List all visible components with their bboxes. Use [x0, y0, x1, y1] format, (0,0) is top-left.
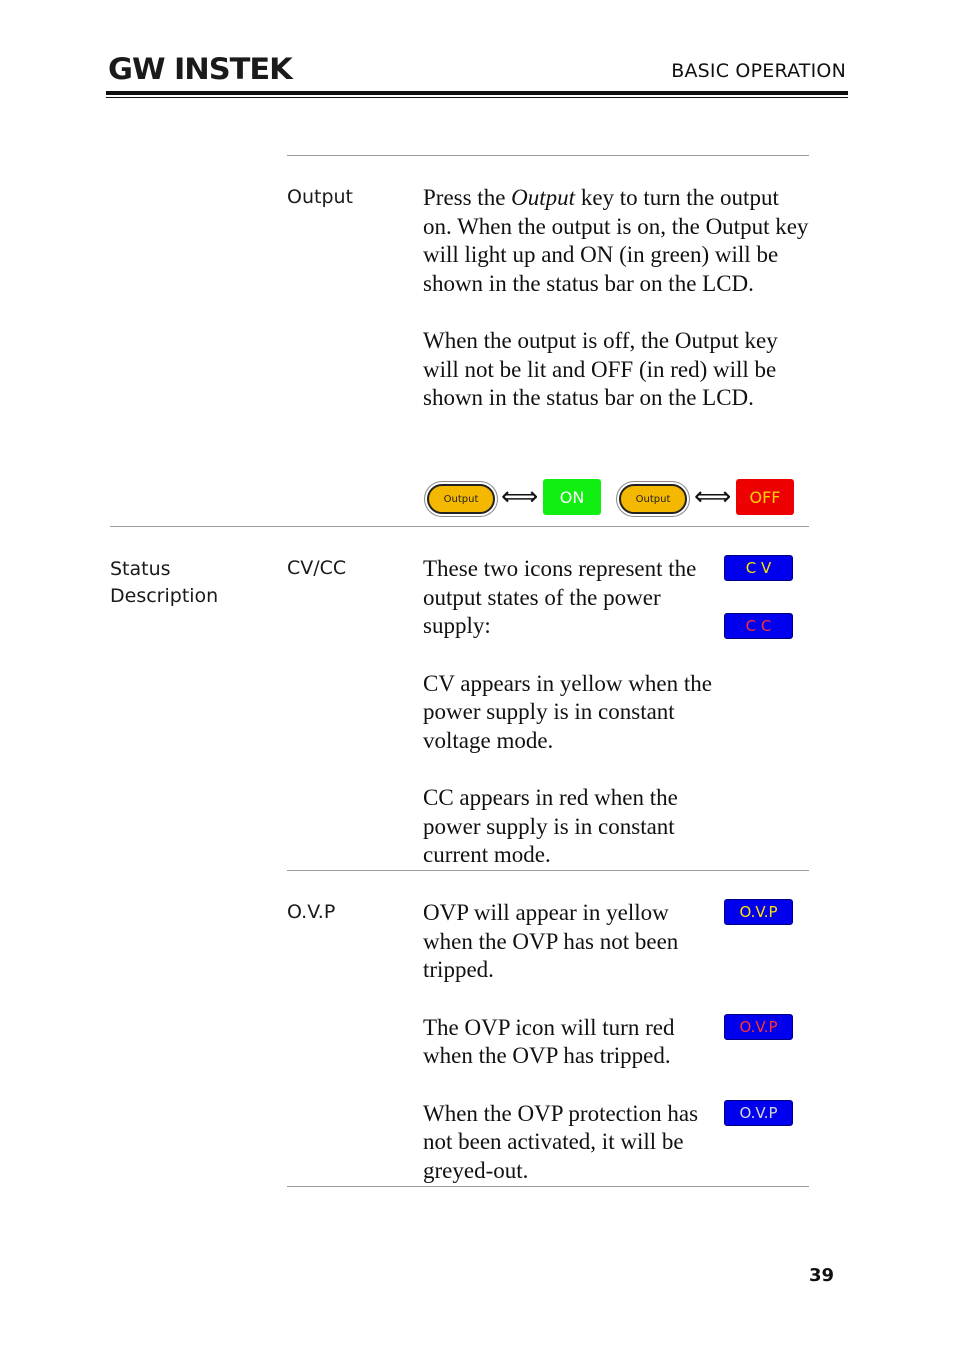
double-arrow-icon: ⟺	[501, 482, 539, 512]
double-arrow-icon-2: ⟺	[694, 482, 732, 512]
row-divider-bottom	[287, 1186, 809, 1187]
status-label-line-2: Description	[110, 585, 219, 607]
group-divider	[110, 526, 809, 527]
ovp-label: O.V.P	[287, 901, 336, 923]
output-key-icon-2: Output	[619, 484, 687, 514]
cv-icon: C V	[724, 555, 793, 581]
ovp-para-3: When the OVP protection has not been activated, it will be greyed-out.	[423, 1100, 699, 1183]
page-number: 39	[808, 1265, 834, 1286]
ovp-para-2: The OVP icon will turn red when the OVP has tripped.	[423, 1014, 675, 1068]
header-rule-thin	[106, 97, 848, 98]
cvcc-description	[423, 555, 713, 870]
cvcc-para-2: CV appears in yellow when the power supply is in constant voltage mode.	[423, 670, 712, 753]
gw-instek-logo: GW INSTEK	[108, 52, 292, 86]
on-status-indicator: ON	[543, 479, 601, 515]
cvcc-para-1: These two icons represent the output states of the power supply:	[423, 556, 697, 638]
ovp-description	[423, 899, 713, 1185]
ovp-icon-yellow: O.V.P	[724, 899, 793, 925]
status-description-label	[110, 556, 218, 610]
cc-icon: C C	[724, 613, 793, 639]
ovp-icon-grey: O.V.P	[724, 1100, 793, 1126]
off-status-indicator: OFF	[736, 479, 794, 515]
section-title: BASIC OPERATION	[671, 60, 846, 82]
output-label: Output	[287, 186, 353, 208]
cvcc-para-3: CC appears in red when the power supply is in constant current mode.	[423, 785, 678, 867]
ovp-para-1: OVP will appear in yellow when the OVP has not been tripped.	[423, 900, 679, 982]
row-divider-top	[287, 155, 809, 156]
cvcc-label: CV/CC	[287, 557, 347, 579]
header-rule	[106, 91, 848, 95]
row-divider-ovp	[287, 870, 809, 871]
output-description	[423, 184, 809, 413]
output-para-1: Press the Output key to turn the output on. When the output is on, the Output key will light up and ON (in green) will be shown in the status bar on the LCD.	[423, 185, 809, 296]
output-para-2: When the output is off, the Output key will not be lit and OFF (in red) will be shown in the status bar on the LCD.	[423, 328, 778, 410]
ovp-icon-red: O.V.P	[724, 1014, 793, 1040]
status-label-line-1: Status	[110, 558, 171, 580]
output-key-icon: Output	[427, 484, 495, 514]
